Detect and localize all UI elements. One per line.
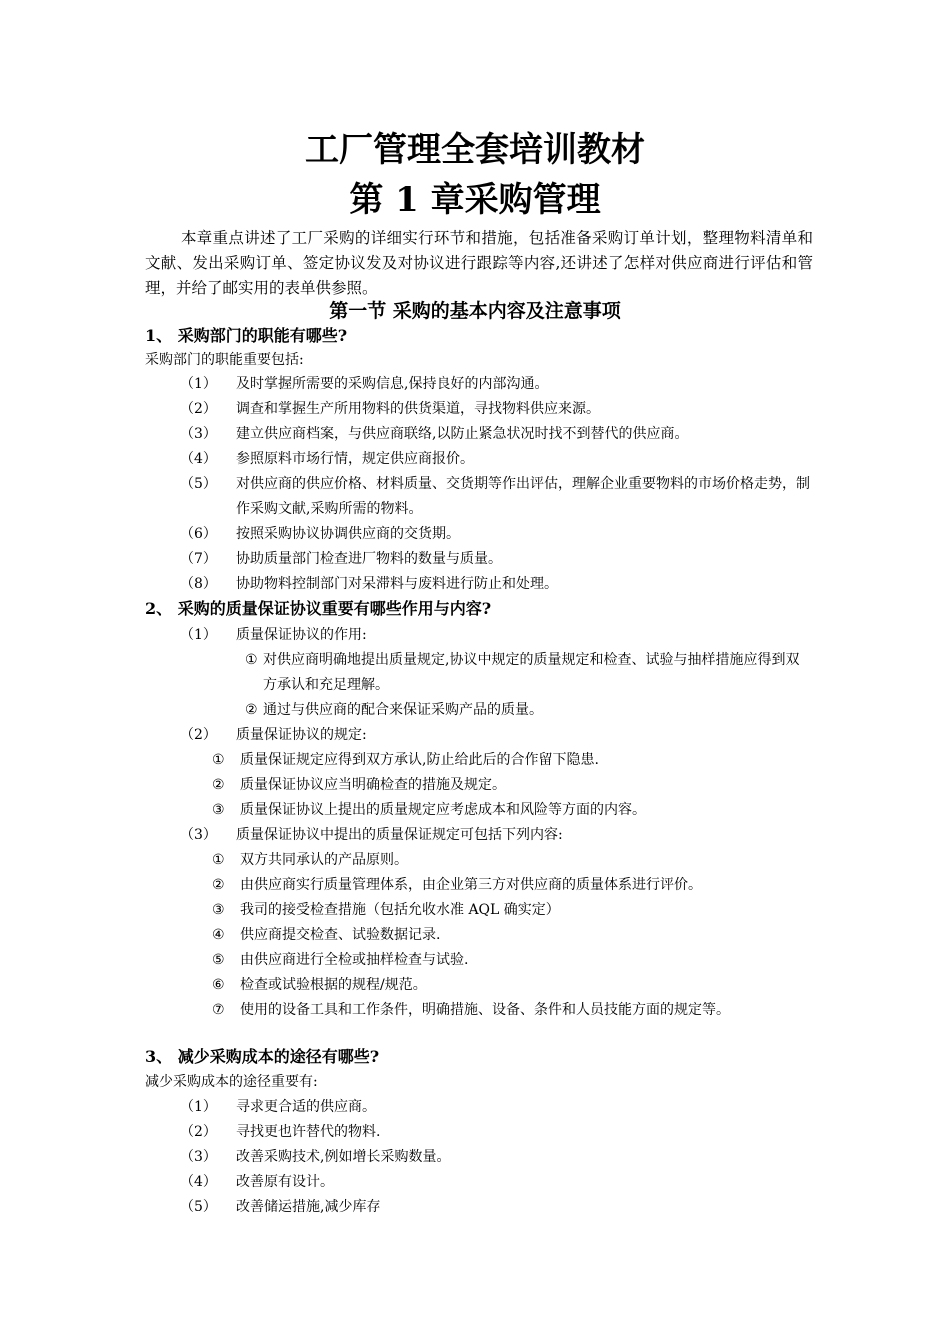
item-text: 质量保证协议的作用:	[236, 627, 367, 643]
item-text: 及时掌握所需要的采购信息,保持良好的内部沟通。	[236, 376, 549, 392]
item-text: 寻求更合适的供应商。	[236, 1099, 376, 1115]
item-text: 改善原有设计。	[236, 1174, 334, 1190]
sub-list-item	[212, 948, 820, 973]
item-number: （6）	[180, 526, 217, 542]
item-text: 调查和掌握生产所用物料的供货渠道，寻找物料供应来源。	[236, 401, 600, 417]
list-item	[180, 1145, 876, 1170]
item-text: 参照原料市场行情，规定供应商报价。	[236, 451, 474, 467]
sub-list-item	[212, 798, 820, 823]
item-number: ①	[212, 852, 225, 868]
item-text: 改善采购技术,例如增长采购数量。	[236, 1149, 451, 1165]
item-number: ④	[212, 927, 225, 943]
item-text: 由供应商进行全检或抽样检查与试验.	[240, 952, 469, 968]
item-number: （3）	[180, 827, 217, 843]
chapter-intro: 本章重点讲述了工厂采购的详细实行环节和措施，包括准备采购订单计划，整理物料清单和文献、发出采购订单、签定协议发及对协议进行跟踪等内容,还讲述了怎样对供应商进行评估和管理，并给了邮实用的表单供参照。	[145, 229, 813, 297]
sub-list-item	[212, 773, 820, 798]
item-number: （2）	[180, 401, 217, 417]
question-lead: 减少采购成本的途径重要有:	[145, 1074, 318, 1090]
list-item	[180, 823, 876, 848]
item-number: ⑤	[212, 952, 225, 968]
item-text: 建立供应商档案，与供应商联络,以防止紧急状况时找不到替代的供应商。	[236, 426, 689, 442]
sub-list-item	[212, 898, 820, 923]
list-item	[180, 1170, 876, 1195]
item-number: （2）	[180, 727, 217, 743]
item-text: 双方共同承认的产品原则。	[240, 852, 408, 868]
list-item	[180, 1195, 876, 1220]
item-number: （1）	[180, 627, 217, 643]
item-number: ②	[212, 877, 225, 893]
list-item	[180, 572, 876, 597]
sub-list-item	[212, 748, 820, 773]
item-text: 通过与供应商的配合来保证采购产品的质量。	[263, 702, 543, 718]
item-text: 质量保证协议上提出的质量规定应考虑成本和风险等方面的内容。	[240, 802, 646, 818]
item-text: 供应商提交检查、试验数据记录.	[240, 927, 441, 943]
item-text: 我司的接受检查措施（包括允收水准 AQL 确实定）	[240, 902, 560, 918]
item-number: （1）	[180, 376, 217, 392]
item-text: 质量保证协议中提出的质量保证规定可包括下列内容:	[236, 827, 563, 843]
document-title: 工厂管理全套培训教材	[305, 130, 645, 170]
item-number: （2）	[180, 1124, 217, 1140]
sub-list-item	[245, 698, 809, 723]
item-text: 协助质量部门检查进厂物料的数量与质量。	[236, 551, 502, 567]
item-number: （4）	[180, 451, 217, 467]
item-number: （7）	[180, 551, 217, 567]
sub-list-item	[212, 873, 820, 898]
item-number: （4）	[180, 1174, 217, 1190]
list-item	[180, 372, 876, 397]
list-item	[180, 623, 876, 648]
item-text: 对供应商的供应价格、材料质量、交货期等作出评估，理解企业重要物料的市场价格走势，制作采购文献,采购所需的物料。	[236, 476, 810, 517]
sub-list-item	[212, 848, 820, 873]
list-item	[180, 547, 876, 572]
item-number: ⑦	[212, 1002, 225, 1018]
item-number: ⑥	[212, 977, 225, 993]
item-text: 质量保证协议应当明确检查的措施及规定。	[240, 777, 506, 793]
item-number: （3）	[180, 426, 217, 442]
sub-list-item	[212, 998, 820, 1023]
item-text: 使用的设备工具和工作条件，明确措施、设备、条件和人员技能方面的规定等。	[240, 1002, 730, 1018]
item-number: ③	[212, 802, 225, 818]
item-text: 协助物料控制部门对呆滞料与废料进行防止和处理。	[236, 576, 558, 592]
item-number: ①	[212, 752, 225, 768]
item-number: ②	[245, 702, 258, 718]
list-item	[180, 522, 876, 547]
question-lead: 采购部门的职能重要包括:	[145, 352, 304, 368]
item-number: （5）	[180, 1199, 217, 1215]
question-heading: 2、 采购的质量保证协议重要有哪些作用与内容?	[145, 599, 492, 618]
item-text: 检查或试验根据的规程/规范。	[240, 977, 427, 993]
item-number: ③	[212, 902, 225, 918]
item-text: 质量保证规定应得到双方承认,防止给此后的合作留下隐患.	[240, 752, 599, 768]
list-item	[180, 447, 876, 472]
list-item	[180, 1120, 876, 1145]
list-item	[180, 472, 812, 522]
sub-list-item	[212, 973, 820, 998]
item-number: （5）	[180, 476, 217, 492]
sub-list-item	[212, 923, 820, 948]
item-number: （1）	[180, 1099, 217, 1115]
item-text: 质量保证协议的规定:	[236, 727, 367, 743]
list-item	[180, 1095, 876, 1120]
item-number: ①	[245, 652, 258, 668]
list-item	[180, 723, 876, 748]
question-heading: 3、 减少采购成本的途径有哪些?	[145, 1047, 380, 1066]
question-heading: 1、 采购部门的职能有哪些?	[145, 326, 348, 345]
chapter-title: 第 1 章采购管理	[349, 180, 601, 220]
list-item	[180, 422, 876, 447]
item-text: 改善储运措施,减少库存	[236, 1199, 381, 1215]
item-text: 按照采购协议协调供应商的交货期。	[236, 526, 460, 542]
item-text: 寻找更也许替代的物料.	[236, 1124, 381, 1140]
item-text: 对供应商明确地提出质量规定,协议中规定的质量规定和检查、试验与抽样措施应得到双方承认和充足理解。	[263, 652, 800, 693]
item-number: （3）	[180, 1149, 217, 1165]
item-number: ②	[212, 777, 225, 793]
list-item	[180, 397, 876, 422]
item-text: 由供应商实行质量管理体系，由企业第三方对供应商的质量体系进行评价。	[240, 877, 702, 893]
item-number: （8）	[180, 576, 217, 592]
section-heading: 第一节 采购的基本内容及注意事项	[329, 300, 621, 322]
sub-list-item	[245, 648, 809, 698]
